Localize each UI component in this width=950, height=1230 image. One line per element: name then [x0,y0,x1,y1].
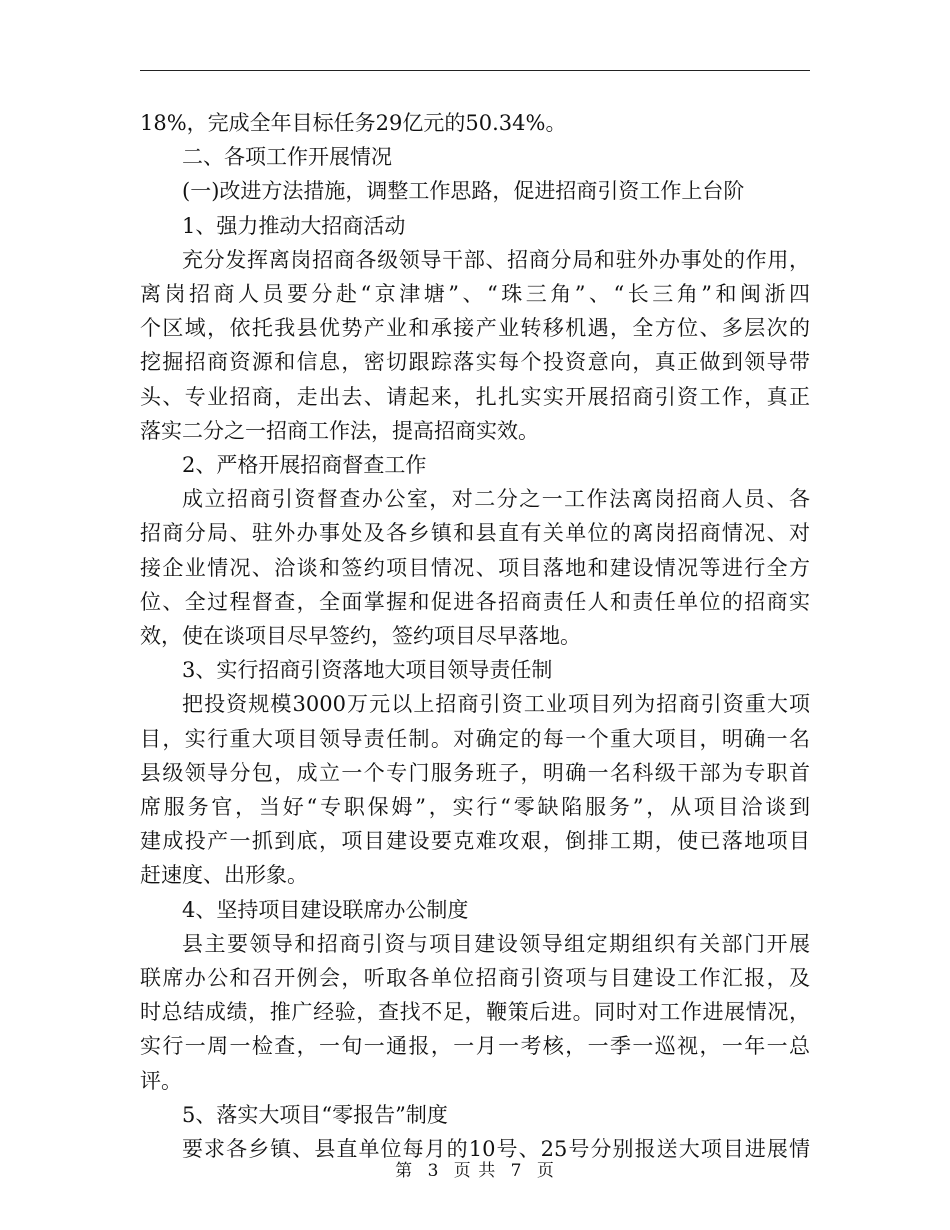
text-line: 招商分局、驻外办事处及各乡镇和县直有关单位的离岗招商情况、对 [140,521,810,546]
text-line: 18%，完成全年目标任务29亿元的50.34%。 [140,111,567,135]
text-line: 充分发挥离岗招商各级领导干部、招商分局和驻外办事处的作用， [182,247,810,272]
document-body [140,106,810,1166]
text-line: 2、严格开展招商督查工作 [182,453,427,478]
text-line: 3、实行招商引资落地大项目领导责任制 [182,658,553,683]
text-line: 个区域，依托我县优势产业和承接产业转移机遇，全方位、多层次的 [140,316,810,341]
footer-middle: 页 共 [453,1161,497,1181]
text-line: 成立招商引资督查办公室，对二分之一工作法离岗招商人员、各 [182,487,810,512]
footer-total-pages: 7 [510,1161,523,1181]
text-line: 离岗招商人员要分赴“京津塘”、“珠三角”、“长三角”和闽浙四 [140,282,810,307]
text-line: 评。 [140,1068,182,1093]
text-line: 二、各项工作开展情况 [182,145,392,170]
text-line: (一)改进方法措施，调整工作思路，促进招商引资工作上台阶 [182,179,745,204]
footer-suffix: 页 [536,1161,555,1181]
text-line: 要求各乡镇、县直单位每月的10号、25号分别报送大项目进展情 [182,1137,810,1162]
text-line: 实行一周一检查，一旬一通报，一月一考核，一季一巡视，一年一总 [140,1034,810,1059]
text-line: 4、坚持项目建设联席办公制度 [182,897,469,922]
text-line: 落实二分之一招商工作法，提高招商实效。 [140,418,539,443]
text-line: 席服务官，当好“专职保姆”，实行“零缺陷服务”，从项目洽谈到 [140,795,810,820]
text-line: 时总结成绩，推广经验，查找不足，鞭策后进。同时对工作进展情况， [140,1000,810,1025]
text-line: 建成投产一抓到底，项目建设要克难攻艰，倒排工期，使已落地项目 [140,829,810,854]
header-rule [140,70,810,71]
text-line: 5、落实大项目“零报告”制度 [182,1102,448,1127]
text-line: 位、全过程督查，全面掌握和促进各招商责任人和责任单位的招商实 [140,589,810,614]
text-line: 1、强力推动大招商活动 [182,213,406,238]
text-line: 挖掘招商资源和信息，密切跟踪落实每个投资意向，真正做到领导带 [140,350,810,375]
text-line: 头、专业招商，走出去、请起来，扎扎实实开展招商引资工作，真正 [140,384,810,409]
page-footer [0,1156,950,1181]
text-line: 接企业情况、洽谈和签约项目情况、项目落地和建设情况等进行全方 [140,555,810,580]
text-line: 效，使在谈项目尽早签约，签约项目尽早落地。 [140,624,581,649]
footer-prefix: 第 [395,1161,414,1181]
text-line: 赶速度、出形象。 [140,863,308,888]
text-line: 联席办公和召开例会，听取各单位招商引资项与目建设工作汇报，及 [140,966,810,991]
text-line: 县主要领导和招商引资与项目建设领导组定期组织有关部门开展 [182,931,810,956]
text-line: 县级领导分包，成立一个专门服务班子，明确一名科级干部为专职首 [140,760,810,785]
text-line: 把投资规模3000万元以上招商引资工业项目列为招商引资重大项 [182,692,810,717]
footer-page-number: 3 [427,1161,440,1181]
text-line: 目，实行重大项目领导责任制。对确定的每一个重大项目，明确一名 [140,726,810,751]
